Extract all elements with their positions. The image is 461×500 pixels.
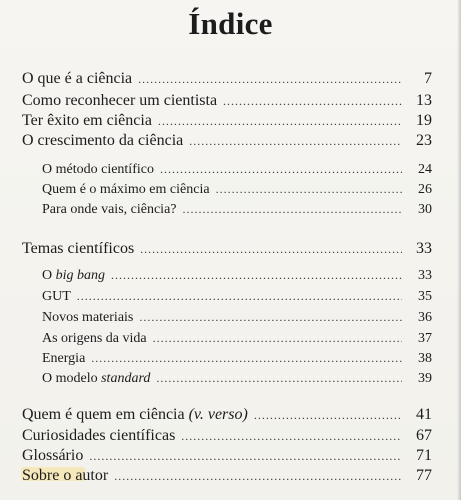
toc-subentry [42, 289, 432, 311]
toc-subentry [42, 310, 432, 332]
toc-page-number: 38 [418, 351, 432, 366]
toc-entry-label: Energia [42, 351, 86, 366]
toc-subentry [42, 331, 432, 353]
toc-entry [22, 240, 432, 262]
toc-page-number: 41 [416, 406, 432, 423]
toc-subentry [42, 162, 432, 184]
toc-page-number: 37 [418, 331, 432, 346]
toc-page-number: 19 [416, 112, 432, 129]
toc-entry-label-plain: Quem é quem em ciência [22, 406, 189, 423]
leader-dots [77, 289, 402, 304]
toc-entry [22, 132, 432, 154]
toc-page-number: 23 [416, 132, 432, 149]
toc-entry-label [42, 268, 105, 284]
toc-subentry [42, 351, 432, 373]
toc-entry-label: GUT [42, 289, 71, 304]
toc-entry-label-plain: O [42, 268, 56, 283]
toc-entry-label: O método científico [42, 162, 154, 177]
toc-page-number: 67 [416, 427, 432, 444]
leader-dots [138, 72, 402, 87]
leader-dots [89, 449, 402, 464]
toc-entry-label: Glossário [22, 447, 84, 464]
leader-dots [189, 134, 402, 149]
leader-dots [140, 242, 402, 257]
leader-dots [114, 469, 402, 484]
toc-page-number: 30 [418, 202, 432, 217]
toc-entry-label: Para onde vais, ciência? [42, 202, 177, 217]
toc-page-number: 36 [418, 310, 432, 325]
leader-dots [156, 371, 402, 386]
toc-entry-label: As origens da vida [42, 331, 147, 346]
leader-dots [183, 202, 403, 217]
toc-entry [22, 112, 432, 134]
toc-entry-label: Sobre o autor [22, 467, 109, 484]
leader-dots [254, 408, 402, 423]
toc-entry-label: Como reconhecer um cientista [22, 92, 218, 109]
page-title: Índice [188, 6, 273, 41]
toc-entry-label: O que é a ciência [22, 70, 133, 87]
toc-entry-label: Quem é o máximo em ciência [42, 182, 210, 197]
leader-dots [223, 94, 402, 109]
toc-page-number: 39 [418, 371, 432, 386]
toc-subentry [42, 371, 432, 393]
toc-entry [22, 467, 432, 489]
toc-subentry [42, 182, 432, 204]
toc-entry [22, 447, 432, 469]
toc-entry [22, 427, 432, 449]
toc-subentry [42, 202, 432, 224]
toc-entry-label: Novos materiais [42, 310, 134, 325]
toc-entry-label-plain: O modelo [42, 371, 102, 386]
toc-page-number: 7 [424, 70, 432, 87]
toc-entry-label [42, 371, 150, 387]
leader-dots [139, 310, 402, 325]
toc-page-number: 33 [416, 240, 432, 257]
toc-entry [22, 70, 432, 92]
toc-entry [22, 406, 432, 428]
toc-entry [22, 92, 432, 114]
toc-entry-label [22, 406, 248, 424]
leader-dots [91, 351, 402, 366]
leader-dots [160, 162, 402, 177]
leader-dots [216, 182, 402, 197]
toc-page-number: 26 [418, 182, 432, 197]
toc-entry-label: Curiosidades científicas [22, 427, 176, 444]
toc-page-number: 24 [418, 162, 432, 177]
leader-dots [181, 429, 402, 444]
toc-entry-label: O crescimento da ciência [22, 132, 184, 149]
leader-dots [153, 331, 402, 346]
toc-entry-label-italic: big bang [55, 268, 106, 283]
toc-page-number: 35 [418, 289, 432, 304]
toc-page-number: 33 [418, 268, 432, 283]
toc-entry-label-italic: (v. verso) [188, 406, 248, 423]
toc-entry-label: Temas científicos [22, 240, 135, 257]
toc-subentry [42, 268, 432, 290]
leader-dots [111, 268, 402, 283]
toc-page-number: 71 [416, 447, 432, 464]
toc-entry-label-italic: standard [101, 371, 151, 386]
toc-page-number: 77 [416, 467, 432, 484]
toc-entry-label: Ter êxito em ciência [22, 112, 152, 129]
toc-page-number: 13 [416, 92, 432, 109]
leader-dots [158, 114, 402, 129]
